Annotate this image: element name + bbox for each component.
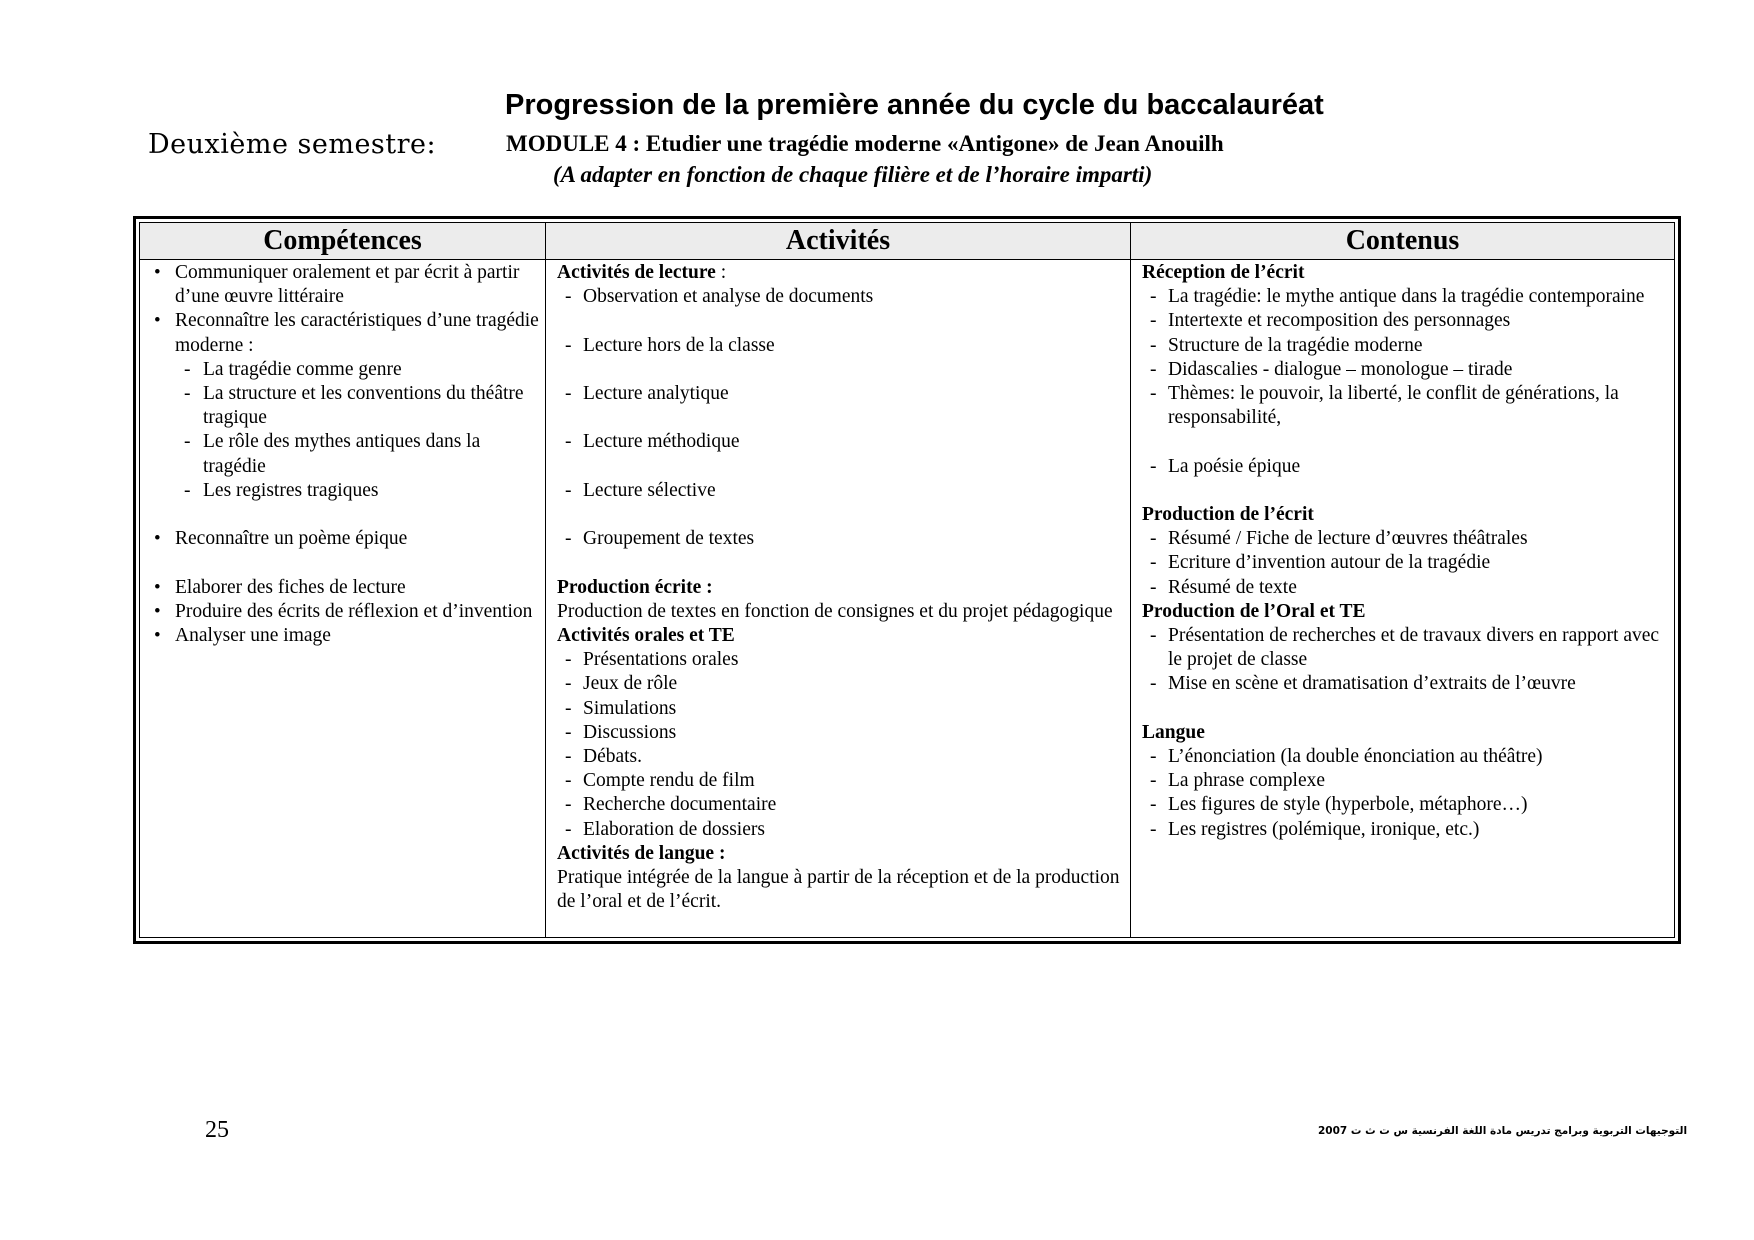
section-heading: Production de l’écrit [1142,504,1314,525]
list-item: - Elaboration de dossiers [557,818,1120,842]
spacer [557,455,1120,479]
list-item: - Compte rendu de film [557,769,1120,793]
list-item: - La tragédie comme genre [154,358,539,382]
list-item: - Ecriture d’invention autour de la tragédie [1142,551,1664,575]
list-item: • Communiquer oralement et par écrit à partir d’une œuvre littéraire [154,261,539,309]
list-item: - Présentations orales [557,648,1120,672]
section-heading: Activités orales et TE [557,624,735,646]
list-item: - Recherche documentaire [557,793,1120,817]
list-item: - Structure de la tragédie moderne [1142,334,1664,358]
list-item: - Les figures de style (hyperbole, métaphore…) [1142,793,1664,817]
list-item: - Observation et analyse de documents [557,285,1120,309]
section-heading [557,261,1120,285]
spacer [557,551,1120,575]
list-item: - La phrase complexe [1142,769,1664,793]
spacer [154,503,539,527]
list-item: - Les registres tragiques [154,479,539,503]
list-item: - Simulations [557,697,1120,721]
spacer [557,358,1120,382]
module-title: MODULE 4 : Etudier une tragédie moderne «Antigone» de Jean Anouilh [506,131,1224,156]
spacer [1142,697,1664,721]
section-heading-text: Activités de lecture [557,262,716,283]
section-heading: Réception de l’écrit [1142,262,1305,283]
list-item: - Jeux de rôle [557,672,1120,696]
semester-label: Deuxième semestre: [148,129,437,160]
heading-suffix: : [715,262,727,283]
list-item: - La poésie épique [1142,455,1664,479]
contenus-column [1131,260,1674,937]
list-item: - Mise en scène et dramatisation d’extraits de l’œuvre [1142,672,1664,696]
page-number: 25 [205,1117,229,1143]
list-item: Production de textes en fonction de consignes et du projet pédagogique [557,600,1113,622]
competences-column [140,260,546,937]
table-grid [139,222,1675,938]
page-title: Progression de la première année du cycle du baccalauréat [505,89,1324,121]
section-heading: Production écrite : [557,576,713,598]
footer-publication: التوجيهات التربوية وبرامج تدريس مادة اللغة الفرنسية س ت ث ت 2007 [1318,1125,1688,1137]
activites-column [546,260,1131,937]
list-item: - La structure et les conventions du théâtre tragique [154,382,539,430]
header-competences: Compétences [140,223,546,259]
spacer [154,551,539,575]
header-contenus: Contenus [1131,223,1674,259]
list-item: - Lecture hors de la classe [557,334,1120,358]
table-header-row [140,223,1674,260]
list-item: • Reconnaître un poème épique [154,527,539,551]
list-item: • Produire des écrits de réflexion et d’invention [154,600,539,624]
spacer [1142,430,1664,454]
list-item: - Lecture analytique [557,382,1120,406]
list-item: - Thèmes: le pouvoir, la liberté, le conflit de générations, la responsabilité, [1142,382,1664,430]
list-item: Pratique intégrée de la langue à partir de la réception et de la production de l’oral et de l’écrit. [557,866,1120,913]
spacer [557,503,1120,527]
list-item: • Elaborer des fiches de lecture [154,576,539,600]
table-body-row [140,260,1674,937]
list-item: - La tragédie: le mythe antique dans la tragédie contemporaine [1142,285,1664,309]
section-heading: Langue [1142,721,1205,743]
list-item: - Lecture sélective [557,479,1120,503]
list-item: - Groupement de textes [557,527,1120,551]
list-item: - Les registres (polémique, ironique, etc.) [1142,818,1664,842]
spacer [1142,479,1664,503]
header-activites: Activités [546,223,1131,259]
list-item: - Intertexte et recomposition des personnages [1142,309,1664,333]
list-item: • Analyser une image [154,624,539,648]
list-item: - Le rôle des mythes antiques dans la tragédie [154,430,539,478]
list-item: - L’énonciation (la double énonciation au théâtre) [1142,745,1664,769]
spacer [557,309,1120,333]
section-heading: Activités de langue : [557,842,726,864]
list-item: - Présentation de recherches et de travaux divers en rapport avec le projet de classe [1142,624,1664,672]
list-item: - Résumé / Fiche de lecture d’œuvres théâtrales [1142,527,1664,551]
list-item: - Lecture méthodique [557,430,1120,454]
list-item: - Didascalies - dialogue – monologue – tirade [1142,358,1664,382]
list-item: • Reconnaître les caractéristiques d’une tragédie moderne : [154,309,539,357]
progression-table [133,216,1681,944]
module-subtitle: (A adapter en fonction de chaque filière et de l’horaire imparti) [553,162,1153,187]
section-heading: Production de l’Oral et TE [1142,600,1366,622]
spacer [557,406,1120,430]
list-item: - Discussions [557,721,1120,745]
list-item: - Débats. [557,745,1120,769]
list-item: - Résumé de texte [1142,576,1664,600]
